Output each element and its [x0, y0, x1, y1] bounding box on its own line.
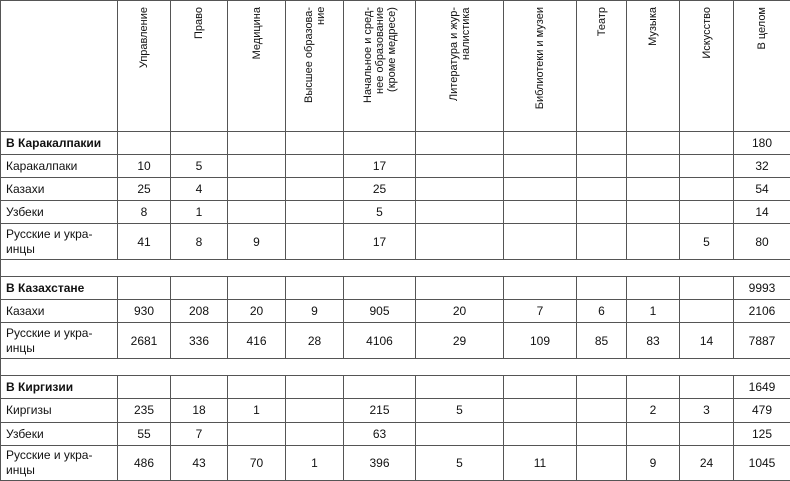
table-cell: 20 [228, 300, 286, 323]
section-total: 180 [734, 132, 790, 155]
table-cell [577, 178, 627, 201]
table-cell [680, 155, 734, 178]
table-cell: 83 [627, 323, 680, 358]
table-cell: 32 [734, 155, 790, 178]
table-cell: 80 [734, 224, 790, 259]
table-cell [416, 155, 504, 178]
table-cell [680, 376, 734, 399]
table-cell [344, 277, 416, 300]
table-cell [171, 277, 228, 300]
table-cell [228, 201, 286, 224]
header-corner-cell [1, 1, 118, 132]
section-title: В Казахстане [1, 277, 118, 300]
table-cell [286, 155, 344, 178]
table-cell [577, 422, 627, 445]
table-cell [504, 376, 577, 399]
table-cell: 5 [171, 155, 228, 178]
table-cell: 28 [286, 323, 344, 358]
table-cell: 6 [577, 300, 627, 323]
table-cell [228, 132, 286, 155]
table-row [1, 155, 790, 178]
table-cell [627, 224, 680, 259]
row-label: Киргизы [1, 399, 118, 422]
table-cell [627, 277, 680, 300]
section-row [1, 277, 790, 300]
table-cell [680, 178, 734, 201]
table-row [1, 422, 790, 445]
table-cell: 1 [627, 300, 680, 323]
row-label: Русские и укра- инцы [1, 323, 118, 358]
table-cell [286, 178, 344, 201]
table-cell [577, 132, 627, 155]
table-cell [416, 132, 504, 155]
table-cell: 4106 [344, 323, 416, 358]
table-cell [286, 277, 344, 300]
table-cell: 7887 [734, 323, 790, 358]
table-cell [627, 178, 680, 201]
table-cell: 208 [171, 300, 228, 323]
table-cell: 14 [680, 323, 734, 358]
table-cell: 55 [118, 422, 171, 445]
header-row [1, 1, 790, 132]
table-cell [286, 399, 344, 422]
table-cell: 1045 [734, 445, 790, 480]
table-cell [577, 201, 627, 224]
table-cell: 10 [118, 155, 171, 178]
table-cell [344, 132, 416, 155]
table-cell: 25 [118, 178, 171, 201]
row-label: Узбеки [1, 422, 118, 445]
column-header: Музыка [627, 1, 680, 132]
spacer-cell [1, 358, 790, 376]
section-total: 1649 [734, 376, 790, 399]
table-cell [577, 445, 627, 480]
spacer-cell [1, 259, 790, 277]
table-cell: 25 [344, 178, 416, 201]
table-cell: 17 [344, 155, 416, 178]
section-title: В Каракалпакии [1, 132, 118, 155]
table-cell: 1 [286, 445, 344, 480]
table-cell: 85 [577, 323, 627, 358]
table-cell: 70 [228, 445, 286, 480]
table-cell [416, 376, 504, 399]
section-total: 9993 [734, 277, 790, 300]
table-cell: 2 [627, 399, 680, 422]
table-cell [416, 422, 504, 445]
table-cell [286, 224, 344, 259]
table-cell [344, 376, 416, 399]
table-cell: 416 [228, 323, 286, 358]
table-row [1, 399, 790, 422]
row-label: Каракалпаки [1, 155, 118, 178]
table-cell [416, 224, 504, 259]
table-cell: 5 [416, 445, 504, 480]
table-cell [416, 277, 504, 300]
table-cell [680, 201, 734, 224]
table-cell [627, 132, 680, 155]
table-cell: 2681 [118, 323, 171, 358]
section-row [1, 376, 790, 399]
spacer-row [1, 259, 790, 277]
column-header: Искусство [680, 1, 734, 132]
column-header: Медицина [228, 1, 286, 132]
column-header: Начальное и сред- нее образование (кроме медресе) [344, 1, 416, 132]
table-cell [680, 277, 734, 300]
table-cell [171, 376, 228, 399]
table-cell: 20 [416, 300, 504, 323]
table-cell [118, 277, 171, 300]
table-cell: 235 [118, 399, 171, 422]
table-cell: 4 [171, 178, 228, 201]
table-cell [577, 376, 627, 399]
table-cell: 5 [680, 224, 734, 259]
table-cell: 479 [734, 399, 790, 422]
table-cell [504, 399, 577, 422]
section-title: В Киргизии [1, 376, 118, 399]
table-cell [286, 132, 344, 155]
table-cell [504, 178, 577, 201]
table-row [1, 224, 790, 259]
table-cell [228, 422, 286, 445]
column-header: В целом [734, 1, 790, 132]
table-cell: 930 [118, 300, 171, 323]
table-cell [118, 376, 171, 399]
table-cell: 1 [171, 201, 228, 224]
table-cell [577, 277, 627, 300]
table-cell [228, 178, 286, 201]
column-header: Библиотеки и музеи [504, 1, 577, 132]
table-cell: 8 [171, 224, 228, 259]
table-cell [286, 422, 344, 445]
table-cell [416, 201, 504, 224]
table-cell: 9 [286, 300, 344, 323]
table-cell [577, 155, 627, 178]
table-cell: 215 [344, 399, 416, 422]
table-cell: 18 [171, 399, 228, 422]
table-cell: 54 [734, 178, 790, 201]
table-row [1, 300, 790, 323]
table-cell [627, 376, 680, 399]
table-cell [228, 376, 286, 399]
table-cell [171, 132, 228, 155]
table-cell [286, 376, 344, 399]
column-header: Литература и жур- налистика [416, 1, 504, 132]
table-cell: 336 [171, 323, 228, 358]
table-cell: 24 [680, 445, 734, 480]
row-label: Узбеки [1, 201, 118, 224]
table-cell: 7 [504, 300, 577, 323]
table-cell: 5 [344, 201, 416, 224]
table-cell [627, 422, 680, 445]
table-cell [504, 132, 577, 155]
table-row [1, 178, 790, 201]
table-cell: 125 [734, 422, 790, 445]
table-cell: 2106 [734, 300, 790, 323]
table-cell: 7 [171, 422, 228, 445]
table-cell [504, 277, 577, 300]
row-label: Русские и укра- инцы [1, 445, 118, 480]
table-cell: 43 [171, 445, 228, 480]
table-cell: 109 [504, 323, 577, 358]
table-cell [627, 201, 680, 224]
column-header: Театр [577, 1, 627, 132]
table-cell: 9 [627, 445, 680, 480]
table-cell [680, 300, 734, 323]
table-cell: 29 [416, 323, 504, 358]
table-row [1, 445, 790, 480]
table-cell [627, 155, 680, 178]
table-cell [680, 132, 734, 155]
column-header: Высшее образова- ние [286, 1, 344, 132]
table-cell [504, 224, 577, 259]
table-cell: 5 [416, 399, 504, 422]
table-cell [680, 422, 734, 445]
row-label: Казахи [1, 178, 118, 201]
table-row [1, 323, 790, 358]
table-cell [228, 155, 286, 178]
section-row [1, 132, 790, 155]
table-cell: 396 [344, 445, 416, 480]
table-cell: 14 [734, 201, 790, 224]
row-label: Казахи [1, 300, 118, 323]
column-header: Право [171, 1, 228, 132]
table-cell: 9 [228, 224, 286, 259]
table-row [1, 201, 790, 224]
table-cell [504, 155, 577, 178]
table-cell [118, 132, 171, 155]
table-cell [416, 178, 504, 201]
table-cell [286, 201, 344, 224]
table-cell [504, 201, 577, 224]
column-header: Управление [118, 1, 171, 132]
table-cell: 63 [344, 422, 416, 445]
table-cell: 11 [504, 445, 577, 480]
table-cell [577, 399, 627, 422]
table-cell: 8 [118, 201, 171, 224]
table-cell [228, 277, 286, 300]
table-cell: 1 [228, 399, 286, 422]
row-label: Русские и укра- инцы [1, 224, 118, 259]
table-cell [577, 224, 627, 259]
table-cell [504, 422, 577, 445]
spacer-row [1, 358, 790, 376]
table-cell: 486 [118, 445, 171, 480]
table-cell: 905 [344, 300, 416, 323]
table-cell: 3 [680, 399, 734, 422]
table-cell: 41 [118, 224, 171, 259]
table-cell: 17 [344, 224, 416, 259]
